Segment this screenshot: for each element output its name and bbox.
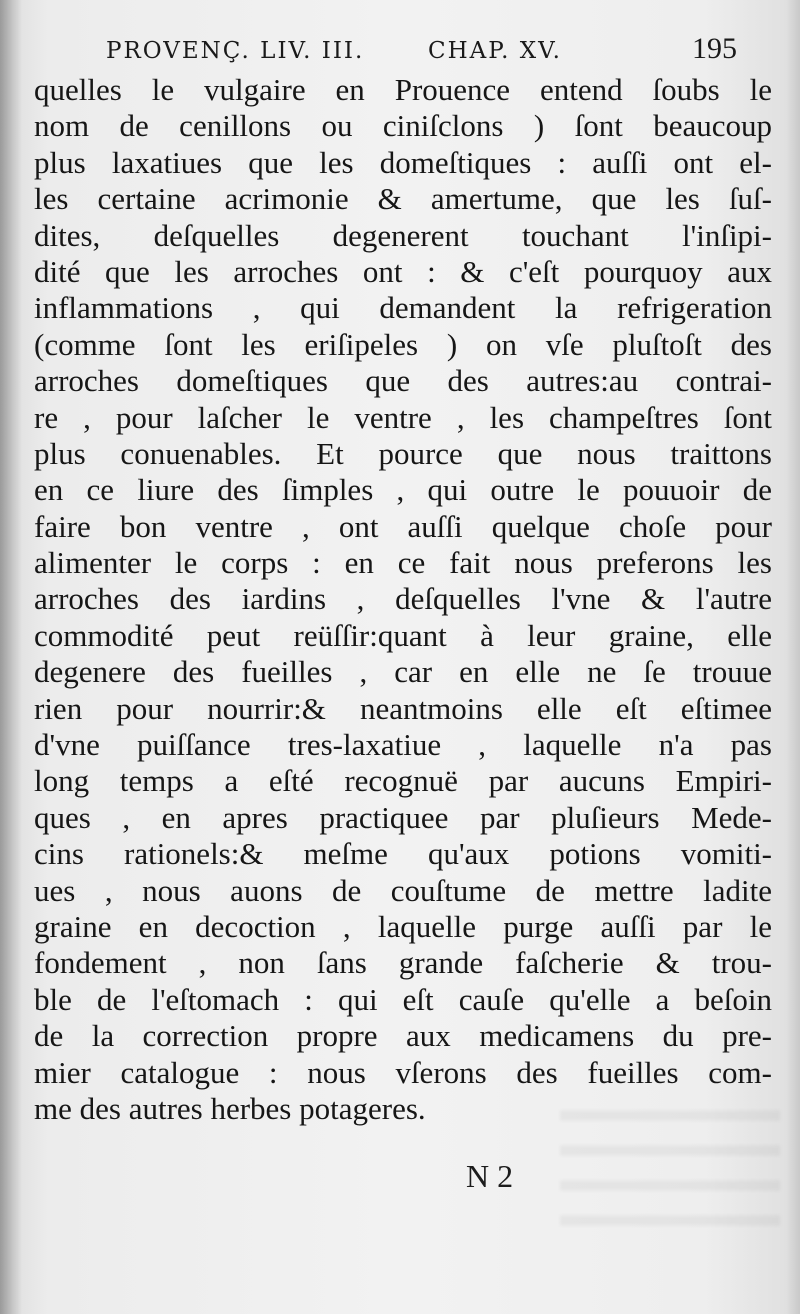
text-line: dites, deſquelles degenerent touchant l'inſipi- — [34, 217, 772, 253]
text-line: quelles le vulgaire en Prouence entend ſoubs le — [34, 72, 772, 107]
text-line: commodité peut reüſſir:quant à leur graine, elle — [34, 617, 772, 653]
text-line: arroches domeſtiques que des autres:au contrai- — [34, 363, 772, 399]
running-header — [84, 30, 774, 74]
text-line: degenere des fueilles , car en elle ne ſe trouue — [34, 654, 772, 690]
page-number: 195 — [692, 32, 737, 65]
text-line: nom de cenillons ou ciniſclons ) ſont beaucoup — [34, 108, 772, 144]
text-line: faire bon ventre , ont auſſi quelque choſe pour — [34, 508, 772, 544]
text-line: les certaine acrimonie & amertume, que les ſuſ- — [34, 181, 772, 217]
text-line: ble de l'eſtomach : qui eſt cauſe qu'elle a beſoin — [34, 981, 772, 1017]
text-line: plus laxatiues que les domeſtiques : auſſi ont el- — [34, 144, 772, 180]
text-line: re , pour laſcher le ventre , les champeſtres ſont — [34, 399, 772, 435]
text-line: graine en decoction , laquelle purge auſſi par le — [34, 908, 772, 944]
page-edge-shadow — [786, 0, 800, 1314]
running-title: PROVENÇ. LIV. III. — [106, 38, 365, 64]
text-line: mier catalogue : nous vſerons des fueilles com- — [34, 1054, 772, 1090]
signature-mark: N 2 — [466, 1158, 514, 1194]
text-line: me des autres herbes potageres. — [34, 1090, 426, 1126]
text-line: long temps a eſté recognuë par aucuns Empiri- — [34, 763, 772, 799]
text-line: d'vne puiſſance tres-laxatiue , laquelle n'a pas — [34, 727, 772, 763]
text-line: cins rationels:& meſme qu'aux potions vomiti- — [34, 836, 772, 872]
page-gutter-shadow — [0, 0, 22, 1314]
text-line: de la correction propre aux medicamens du pre- — [34, 1018, 772, 1054]
text-line: rien pour nourrir:& neantmoins elle eſt eſtimee — [34, 690, 772, 726]
text-line: en ce liure des ſimples , qui outre le pouuoir de — [34, 472, 772, 508]
text-line: (comme ſont les eriſipeles ) on vſe pluſtoſt des — [34, 326, 772, 362]
text-line: ques , en apres practiquee par pluſieurs Mede- — [34, 799, 772, 835]
text-line: arroches des iardins , deſquelles l'vne & l'autre — [34, 581, 772, 617]
text-line: fondement , non ſans grande faſcherie & trou- — [34, 945, 772, 981]
text-line: alimenter le corps : en ce fait nous preferons les — [34, 545, 772, 581]
text-line: dité que les arroches ont : & c'eſt pourquoy aux — [34, 253, 772, 289]
text-line: ues , nous auons de couſtume de mettre ladite — [34, 872, 772, 908]
text-line: plus conuenables. Et pource que nous traittons — [34, 435, 772, 471]
body-text — [34, 72, 772, 1127]
text-line: inflammations , qui demandent la refrigeration — [34, 290, 772, 326]
chapter-heading: CHAP. XV. — [428, 38, 562, 64]
